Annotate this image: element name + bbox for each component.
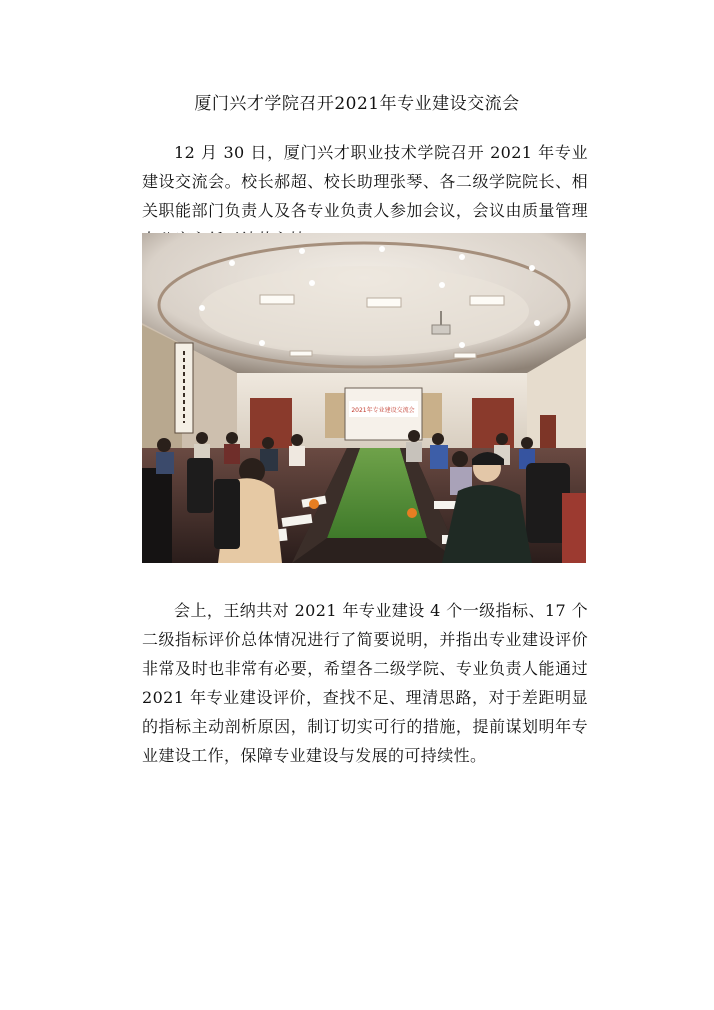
screen-banner-text: 2021年专业建设交流会 bbox=[351, 407, 415, 414]
paragraph-intro: 12 月 30 日，厦门兴才职业技术学院召开 2021 年专业建设交流会。校长郝超、校长助理张琴、各二级学院院长、相关职能部门负责人及各专业负责人参加会议，会议由质量管理 bbox=[142, 143, 588, 220]
page-title: 厦门兴才学院召开2021年专业建设交流会 bbox=[194, 94, 520, 114]
paragraph-body: 会上，王纳共对 2021 年专业建设 4 个一级指标、17 个二级指标评价总体情况进行了简要说明，并指出专业建设评价非常及时也非常有必要，希望各二级学院、专业负责人能通过 2021 年专业建设评价，查找不足、理清思路，对于差距明显的指标主动剖析原因，制订切实可行的措施，提前谋划明年专业建设工作，保障专业建设与发展的可持续性。 bbox=[142, 601, 588, 765]
meeting-photo bbox=[142, 233, 586, 563]
